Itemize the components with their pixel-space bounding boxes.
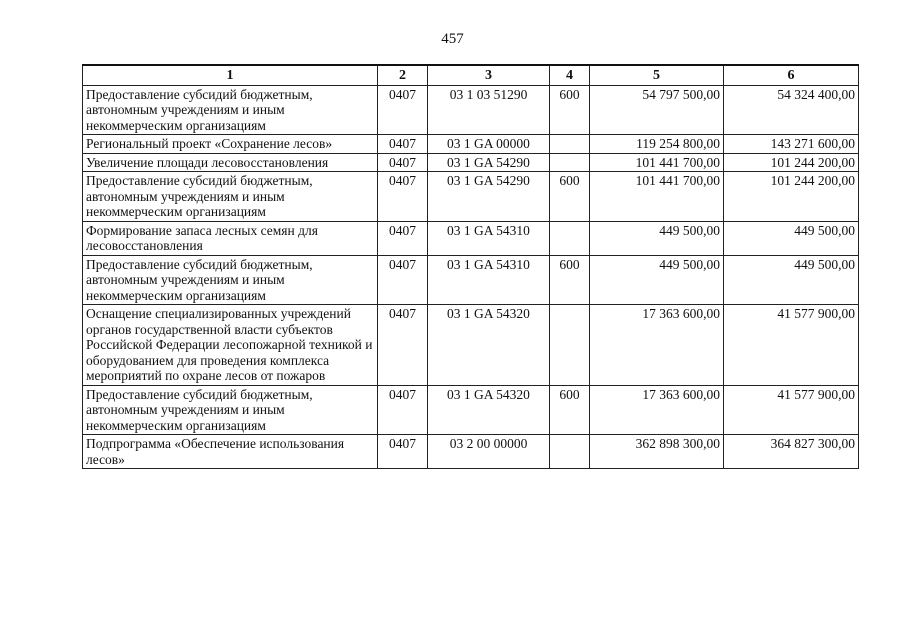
row-amount-2: 449 500,00 bbox=[724, 255, 859, 305]
row-code: 03 1 GA 54310 bbox=[428, 221, 550, 255]
row-section: 0407 bbox=[378, 305, 428, 386]
page-number: 457 bbox=[441, 31, 464, 47]
row-amount-1: 362 898 300,00 bbox=[590, 435, 724, 469]
row-name: Предоставление субсидий бюджетным, автономным учреждениям и иным некоммерческим организациям bbox=[83, 385, 378, 435]
row-amount-2: 41 577 900,00 bbox=[724, 385, 859, 435]
row-section: 0407 bbox=[378, 221, 428, 255]
row-name: Оснащение специализированных учреждений органов государственной власти субъектов Российской Федерации лесопожарной техникой и оборудованием для проведения комплекса мероприятий по охране лесов от пожаров bbox=[83, 305, 378, 386]
row-name: Региональный проект «Сохранение лесов» bbox=[83, 135, 378, 154]
row-amount-2: 41 577 900,00 bbox=[724, 305, 859, 386]
table-header bbox=[83, 65, 859, 85]
row-name: Увеличение площади лесовосстановления bbox=[83, 153, 378, 172]
row-section: 0407 bbox=[378, 153, 428, 172]
row-section: 0407 bbox=[378, 85, 428, 135]
row-amount-2: 54 324 400,00 bbox=[724, 85, 859, 135]
row-amount-1: 17 363 600,00 bbox=[590, 385, 724, 435]
row-code: 03 1 GA 00000 bbox=[428, 135, 550, 154]
header-col-5: 5 bbox=[590, 65, 724, 85]
row-amount-1: 449 500,00 bbox=[590, 221, 724, 255]
row-type bbox=[550, 305, 590, 386]
row-code: 03 1 GA 54290 bbox=[428, 172, 550, 222]
table-row bbox=[83, 385, 859, 435]
budget-table bbox=[82, 64, 859, 469]
row-name: Предоставление субсидий бюджетным, автономным учреждениям и иным некоммерческим организациям bbox=[83, 255, 378, 305]
table-row bbox=[83, 305, 859, 386]
row-amount-1: 54 797 500,00 bbox=[590, 85, 724, 135]
row-name: Предоставление субсидий бюджетным, автономным учреждениям и иным некоммерческим организациям bbox=[83, 172, 378, 222]
row-amount-1: 101 441 700,00 bbox=[590, 153, 724, 172]
header-row bbox=[83, 65, 859, 85]
row-name: Предоставление субсидий бюджетным, автономным учреждениям и иным некоммерческим организациям bbox=[83, 85, 378, 135]
row-code: 03 1 GA 54290 bbox=[428, 153, 550, 172]
row-code: 03 1 GA 54310 bbox=[428, 255, 550, 305]
table-row bbox=[83, 85, 859, 135]
row-name: Формирование запаса лесных семян для лесовосстановления bbox=[83, 221, 378, 255]
row-type: 600 bbox=[550, 385, 590, 435]
header-col-2: 2 bbox=[378, 65, 428, 85]
row-type: 600 bbox=[550, 85, 590, 135]
header-col-3: 3 bbox=[428, 65, 550, 85]
table-row bbox=[83, 221, 859, 255]
row-section: 0407 bbox=[378, 435, 428, 469]
row-type: 600 bbox=[550, 172, 590, 222]
table-row bbox=[83, 153, 859, 172]
row-amount-2: 364 827 300,00 bbox=[724, 435, 859, 469]
row-name: Подпрограмма «Обеспечение использования лесов» bbox=[83, 435, 378, 469]
row-section: 0407 bbox=[378, 135, 428, 154]
row-amount-2: 101 244 200,00 bbox=[724, 153, 859, 172]
table-row bbox=[83, 255, 859, 305]
row-type bbox=[550, 153, 590, 172]
row-amount-1: 101 441 700,00 bbox=[590, 172, 724, 222]
row-amount-1: 119 254 800,00 bbox=[590, 135, 724, 154]
header-col-1: 1 bbox=[83, 65, 378, 85]
row-type bbox=[550, 221, 590, 255]
row-type: 600 bbox=[550, 255, 590, 305]
row-code: 03 1 GA 54320 bbox=[428, 385, 550, 435]
row-section: 0407 bbox=[378, 385, 428, 435]
row-amount-2: 101 244 200,00 bbox=[724, 172, 859, 222]
row-code: 03 1 03 51290 bbox=[428, 85, 550, 135]
row-code: 03 2 00 00000 bbox=[428, 435, 550, 469]
table-row bbox=[83, 135, 859, 154]
table-row bbox=[83, 172, 859, 222]
row-type bbox=[550, 135, 590, 154]
row-amount-2: 143 271 600,00 bbox=[724, 135, 859, 154]
row-type bbox=[550, 435, 590, 469]
row-section: 0407 bbox=[378, 255, 428, 305]
row-amount-1: 449 500,00 bbox=[590, 255, 724, 305]
header-col-4: 4 bbox=[550, 65, 590, 85]
row-code: 03 1 GA 54320 bbox=[428, 305, 550, 386]
row-section: 0407 bbox=[378, 172, 428, 222]
row-amount-1: 17 363 600,00 bbox=[590, 305, 724, 386]
table-body bbox=[83, 85, 859, 469]
table-row bbox=[83, 435, 859, 469]
row-amount-2: 449 500,00 bbox=[724, 221, 859, 255]
header-col-6: 6 bbox=[724, 65, 859, 85]
